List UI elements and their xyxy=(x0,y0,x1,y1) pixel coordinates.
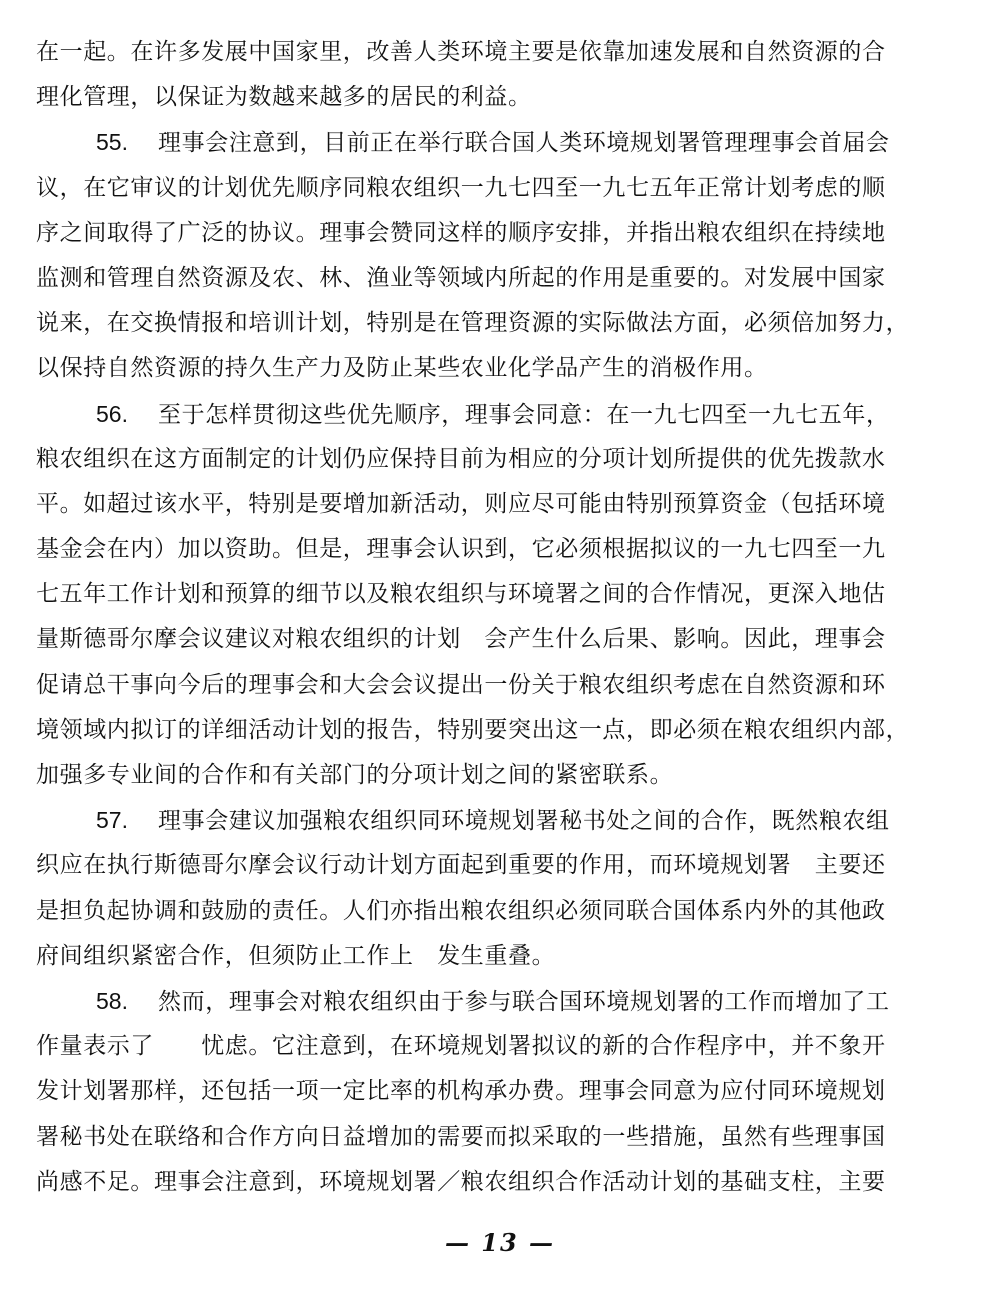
paragraph-start-line xyxy=(36,392,966,437)
paragraph-start-line xyxy=(36,798,966,843)
line-text: 议，在它审议的计划优先顺序同粮农组织一九七四至一九七五年正常计划考虑的顺 xyxy=(36,174,886,201)
line-text: 发计划署那样，还包括一项一定比率的机构承办费。理事会同意为应付同环境规划 xyxy=(36,1078,886,1105)
text-line xyxy=(36,934,966,979)
text-line xyxy=(36,482,966,527)
line-text: 尚感不足。理事会注意到，环境规划署／粮农组织合作活动计划的基础支柱，主要 xyxy=(36,1168,886,1195)
text-line xyxy=(36,1069,966,1114)
text-line xyxy=(36,663,966,708)
line-text: 作量表示了 忧虑。它注意到，在环境规划署拟议的新的合作程序中，并不象开 xyxy=(36,1033,886,1060)
paragraph-start-line xyxy=(36,979,966,1024)
paragraph-number: 55. xyxy=(96,129,128,156)
line-text: 七五年工作计划和预算的细节以及粮农组织与环境署之间的合作情况，更深入地估 xyxy=(36,581,886,608)
text-line xyxy=(36,753,966,798)
text-line xyxy=(36,211,966,256)
text-line xyxy=(36,572,966,617)
line-text: 至于怎样贯彻这些优先顺序，理事会同意：在一九七四至一九七五年， xyxy=(158,401,890,428)
text-line xyxy=(36,256,966,301)
text-line xyxy=(36,708,966,753)
text-line xyxy=(36,527,966,572)
line-text: 加强多专业间的合作和有关部门的分项计划之间的紧密联系。 xyxy=(36,762,674,788)
paragraph-start-line xyxy=(36,120,966,165)
paragraph-number: 58. xyxy=(96,987,128,1014)
text-line xyxy=(36,889,966,934)
line-text: 说来，在交换情报和培训计划，特别是在管理资源的实际做法方面，必须倍加努力， xyxy=(36,310,910,337)
text-line xyxy=(36,1115,966,1160)
line-text: 是担负起协调和鼓励的责任。人们亦指出粮农组织必须同联合国体系内外的其他政 xyxy=(36,897,886,924)
line-text: 以保持自然资源的持久生产力及防止某些农业化学品产生的消极作用。 xyxy=(36,355,768,382)
text-line xyxy=(36,437,966,482)
line-text: 织应在执行斯德哥尔摩会议行动计划方面起到重要的作用，而环境规划署 主要还 xyxy=(36,852,886,879)
line-text: 理事会建议加强粮农组织同环境规划署秘书处之间的合作，既然粮农组 xyxy=(158,808,890,835)
text-line xyxy=(36,1024,966,1069)
line-text: 在一起。在许多发展中国家里，改善人类环境主要是依靠加速发展和自然资源的合 xyxy=(36,39,886,65)
text-line xyxy=(36,1160,966,1205)
text-line xyxy=(36,346,966,391)
text-line xyxy=(36,301,966,346)
text-line xyxy=(36,75,966,120)
page-number: — 13 — xyxy=(444,1228,556,1257)
line-text: 理事会注意到，目前正在举行联合国人类环境规划署管理理事会首届会 xyxy=(158,130,890,157)
text-line xyxy=(36,843,966,888)
line-text: 府间组织紧密合作，但须防止工作上 发生重叠。 xyxy=(36,942,556,969)
line-text: 然而，理事会对粮农组织由于参与联合国环境规划署的工作而增加了工 xyxy=(158,988,890,1015)
paragraph-number: 56. xyxy=(96,400,128,427)
text-line xyxy=(36,166,966,211)
line-text: 基金会在内）加以资助。但是，理事会认识到，它必须根据拟议的一九七四至一九 xyxy=(36,536,886,563)
line-text: 理化管理，以保证为数越来越多的居民的利益。 xyxy=(36,84,532,111)
line-text: 量斯德哥尔摩会议建议对粮农组织的计划 会产生什么后果、影响。因此，理事会 xyxy=(36,626,886,653)
line-text: 平。如超过该水平，特别是要增加新活动，则应尽可能由特别预算资金（包括环境 xyxy=(36,490,886,517)
document-body xyxy=(36,30,966,1205)
line-text: 粮农组织在这方面制定的计划仍应保持目前为相应的分项计划所提供的优先拨款水 xyxy=(36,445,886,472)
text-line xyxy=(36,617,966,662)
line-text: 境领域内拟订的详细活动计划的报告，特别要突出这一点，即必须在粮农组织内部， xyxy=(36,716,910,743)
line-text: 序之间取得了广泛的协议。理事会赞同这样的顺序安排，并指出粮农组织在持续地 xyxy=(36,219,886,246)
line-text: 促请总干事向今后的理事会和大会会议提出一份关于粮农组织考虑在自然资源和环 xyxy=(36,671,886,698)
line-text: 署秘书处在联络和合作方向日益增加的需要而拟采取的一些措施，虽然有些理事国 xyxy=(36,1123,886,1150)
paragraph-number: 57. xyxy=(96,807,128,834)
text-line xyxy=(36,30,966,75)
line-text: 监测和管理自然资源及农、林、渔业等领域内所起的作用是重要的。对发展中国家 xyxy=(36,264,886,291)
